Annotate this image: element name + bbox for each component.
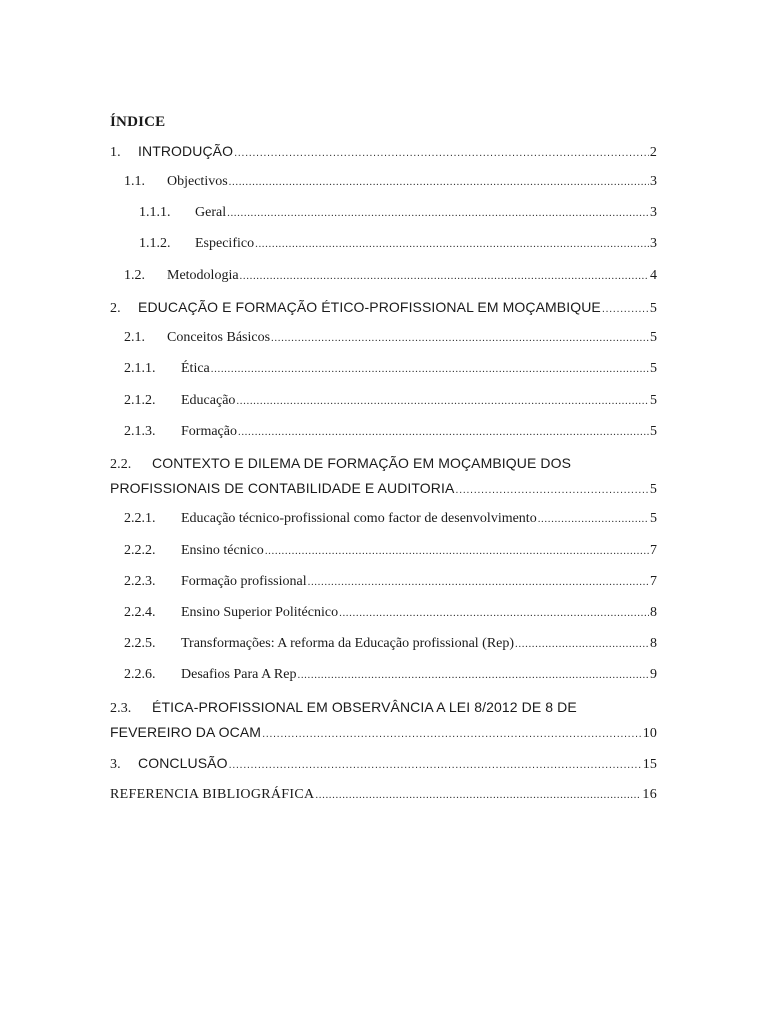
entry-page-number: 5 (649, 301, 657, 316)
entry-label: Educação (181, 393, 236, 408)
entry-number: 1. (110, 145, 121, 160)
entry-number: 2.1.2. (124, 393, 156, 408)
entry-page-number: 15 (642, 757, 657, 772)
toc-entry[interactable] (110, 723, 657, 743)
dot-leader (229, 173, 649, 191)
toc-title: ÍNDICE (110, 114, 166, 130)
toc-entry[interactable] (124, 542, 657, 560)
dot-leader (227, 204, 649, 222)
entry-number: 1.1.1. (139, 205, 171, 220)
dot-leader (538, 510, 649, 528)
entry-label: Especifico (195, 236, 255, 251)
entry-page-number: 3 (650, 174, 657, 189)
toc-entry[interactable] (110, 754, 657, 774)
entry-page-number: 8 (650, 636, 657, 651)
entry-number: 2.2.3. (124, 574, 156, 589)
entry-number: 2.1.3. (124, 424, 156, 439)
dot-leader (255, 235, 649, 253)
entry-number: 2.2.4. (124, 605, 156, 620)
dot-leader (297, 666, 649, 684)
entry-number: 2.2.1. (124, 511, 156, 526)
entry-page-number: 3 (650, 205, 657, 220)
entry-number: 2.1.1. (124, 361, 156, 376)
entry-page-number: 7 (650, 543, 657, 558)
entry-page-number: 2 (649, 145, 657, 160)
entry-page-number: 3 (650, 236, 657, 251)
dot-leader (262, 725, 642, 743)
toc-entry[interactable] (124, 510, 657, 528)
entry-label: Ensino técnico (181, 543, 264, 558)
entry-label: Transformações: A reforma da Educação profissional (Rep) (181, 636, 515, 651)
dot-leader (211, 360, 649, 378)
entry-label: Conceitos Básicos (167, 330, 271, 345)
entry-label: REFERENCIA BIBLIOGRÁFICA (110, 787, 315, 802)
entry-page-number: 5 (650, 511, 657, 526)
entry-page-number: 5 (650, 330, 657, 345)
dot-leader (339, 604, 649, 622)
entry-page-number: 16 (642, 787, 657, 802)
entry-number: 2.3. (110, 701, 132, 716)
dot-leader (308, 573, 649, 591)
entry-page-number: 5 (650, 393, 657, 408)
toc-entry-first-line[interactable] (110, 454, 571, 474)
entry-number: 2.2.6. (124, 667, 156, 682)
entry-number: 1.1.2. (139, 236, 171, 251)
toc-entry[interactable] (124, 329, 657, 347)
toc-entry-first-line[interactable] (110, 698, 577, 718)
entry-label-line2: PROFISSIONAIS DE CONTABILIDADE E AUDITORIA (110, 480, 455, 496)
entry-label: Desafios Para A Rep (181, 667, 297, 682)
dot-leader (236, 392, 649, 410)
dot-leader (455, 481, 648, 499)
toc-entry[interactable] (110, 298, 657, 318)
entry-page-number: 5 (650, 424, 657, 439)
dot-leader (315, 786, 641, 804)
entry-number: 2.2.5. (124, 636, 156, 651)
dot-leader (229, 756, 642, 774)
entry-number: 2.2.2. (124, 543, 156, 558)
toc-entry[interactable] (124, 573, 657, 591)
entry-page-number: 7 (650, 574, 657, 589)
toc-entry[interactable] (124, 360, 657, 378)
dot-leader (515, 635, 649, 653)
toc-entry[interactable] (139, 204, 657, 222)
entry-label: Metodologia (167, 268, 239, 283)
entry-number: 2. (110, 301, 121, 316)
entry-label: CONCLUSÃO (138, 755, 228, 771)
toc-entry[interactable] (124, 423, 657, 441)
entry-label-line2: FEVEREIRO DA OCAM (110, 724, 262, 740)
entry-number: 3. (110, 757, 121, 772)
toc-entry[interactable] (110, 142, 657, 162)
entry-label: Educação técnico-profissional como factor de desenvolvimento (181, 511, 537, 526)
entry-label-line1: CONTEXTO E DILEMA DE FORMAÇÃO EM MOÇAMBIQUE DOS (152, 455, 572, 471)
dot-leader (240, 267, 649, 285)
entry-page-number: 5 (649, 482, 657, 497)
toc-entry[interactable] (124, 173, 657, 191)
entry-page-number: 10 (642, 726, 657, 741)
entry-label-line1: ÉTICA-PROFISSIONAL EM OBSERVÂNCIA A LEI 8/2012 DE 8 DE (152, 699, 577, 715)
entry-label: Formação (181, 424, 237, 439)
toc-entry[interactable] (124, 604, 657, 622)
entry-label: Objectivos (167, 174, 228, 189)
entry-label: Ensino Superior Politécnico (181, 605, 339, 620)
toc-entry[interactable] (124, 267, 657, 285)
toc-entry[interactable] (124, 635, 657, 653)
entry-number: 2.1. (124, 330, 145, 345)
entry-number: 1.1. (124, 174, 145, 189)
entry-label: INTRODUÇÃO (138, 143, 234, 159)
toc-entry[interactable] (139, 235, 657, 253)
entry-page-number: 8 (650, 605, 657, 620)
entry-label: EDUCAÇÃO E FORMAÇÃO ÉTICO-PROFISSIONAL EM MOÇAMBIQUE (138, 299, 601, 315)
dot-leader (265, 542, 649, 560)
toc-entry[interactable] (124, 392, 657, 410)
dot-leader (271, 329, 649, 347)
entry-page-number: 4 (650, 268, 657, 283)
entry-page-number: 9 (650, 667, 657, 682)
entry-label: Geral (195, 205, 227, 220)
toc-entry[interactable] (110, 479, 657, 499)
entry-page-number: 5 (650, 361, 657, 376)
dot-leader (234, 144, 649, 162)
entry-label: Ética (181, 361, 210, 376)
toc-entry[interactable] (124, 666, 657, 684)
entry-number: 1.2. (124, 268, 145, 283)
dot-leader (238, 423, 649, 441)
entry-label: Formação profissional (181, 574, 307, 589)
toc-entry[interactable] (110, 786, 657, 804)
dot-leader (602, 300, 649, 318)
entry-number: 2.2. (110, 457, 132, 472)
